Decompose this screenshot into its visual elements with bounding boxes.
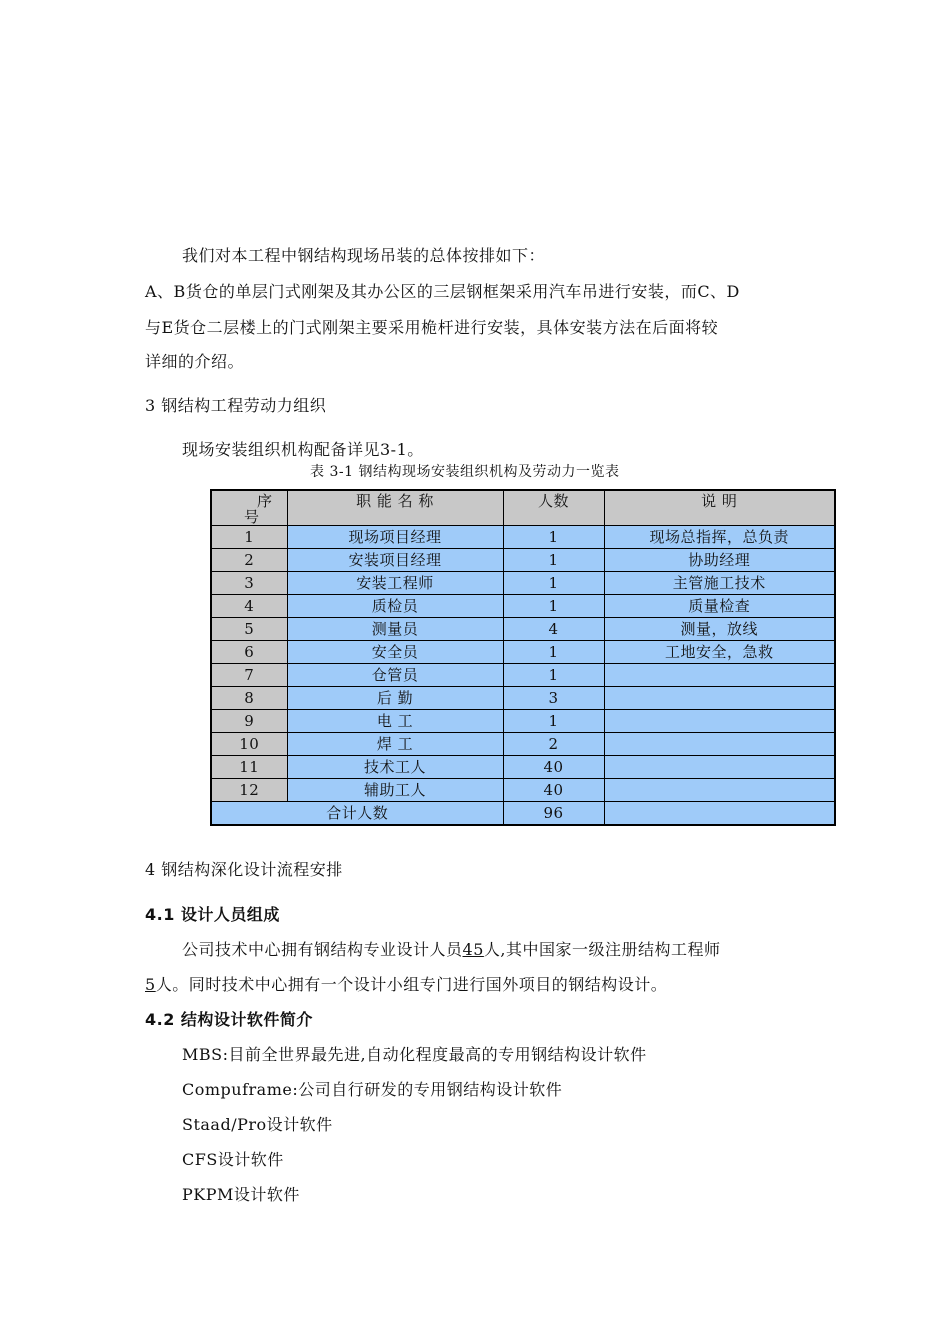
row-seq: 1 (211, 526, 287, 549)
row-seq: 3 (211, 572, 287, 595)
table-row (211, 687, 835, 710)
row-count: 1 (503, 526, 604, 549)
row-role: 焊 工 (287, 733, 503, 756)
table-row (211, 779, 835, 802)
section-3-heading: 3 钢结构工程劳动力组织 (145, 396, 327, 415)
section-4-1-heading: 4.1 设计人员组成 (145, 905, 280, 924)
table-row (211, 526, 835, 549)
software-item: Staad/Pro设计软件 (182, 1115, 333, 1134)
header-seq (211, 490, 287, 526)
table-caption: 表 3-1 钢结构现场安装组织机构及劳动力一览表 (310, 464, 620, 480)
row-role: 技术工人 (287, 756, 503, 779)
software-item: Compuframe:公司自行研发的专用钢结构设计软件 (182, 1080, 563, 1099)
row-count: 1 (503, 710, 604, 733)
row-count: 1 (503, 549, 604, 572)
row-seq: 10 (211, 733, 287, 756)
row-note (604, 664, 835, 687)
section-4-heading: 4 钢结构深化设计流程安排 (145, 860, 343, 879)
section-4-1-paragraph-line-2 (145, 975, 667, 995)
row-note: 质量检查 (604, 595, 835, 618)
row-role: 测量员 (287, 618, 503, 641)
row-note (604, 710, 835, 733)
row-count: 1 (503, 664, 604, 687)
row-count: 40 (503, 779, 604, 802)
row-count: 1 (503, 572, 604, 595)
software-item: PKPM设计软件 (182, 1185, 300, 1204)
row-note (604, 756, 835, 779)
section-4-1-paragraph-line-1 (182, 940, 720, 960)
header-role: 职 能 名 称 (287, 490, 503, 526)
row-seq: 4 (211, 595, 287, 618)
row-role: 现场项目经理 (287, 526, 503, 549)
row-seq: 6 (211, 641, 287, 664)
row-note (604, 733, 835, 756)
table-row (211, 710, 835, 733)
row-seq: 8 (211, 687, 287, 710)
row-note: 主管施工技术 (604, 572, 835, 595)
table-row (211, 549, 835, 572)
row-count: 1 (503, 595, 604, 618)
p1-text-b: 人,其中国家一级注册结构工程师 (483, 940, 721, 959)
row-role: 后 勤 (287, 687, 503, 710)
total-note (604, 802, 835, 826)
section-4-2-heading: 4.2 结构设计软件简介 (145, 1010, 313, 1029)
intro-line-1: 我们对本工程中钢结构现场吊装的总体按排如下： (182, 246, 546, 265)
row-note (604, 687, 835, 710)
row-note: 测量，放线 (604, 618, 835, 641)
table-row (211, 756, 835, 779)
table-row (211, 572, 835, 595)
p1-text-a: 公司技术中心拥有钢结构专业设计人员 (182, 940, 463, 959)
table-total-row (211, 802, 835, 826)
software-item: CFS设计软件 (182, 1150, 284, 1169)
row-note: 工地安全，急救 (604, 641, 835, 664)
table-header-row (211, 490, 835, 526)
row-role: 仓管员 (287, 664, 503, 687)
row-seq: 9 (211, 710, 287, 733)
table-row (211, 664, 835, 687)
designer-count: 45 (462, 940, 484, 959)
staff-table (210, 489, 836, 826)
intro-line-4: 详细的介绍。 (145, 352, 245, 371)
intro-line-2: A、B货仓的单层门式刚架及其办公区的三层钢框架采用汽车吊进行安装，而C、D (145, 282, 740, 301)
total-count: 96 (503, 802, 604, 826)
total-label: 合计人数 (211, 802, 503, 826)
engineer-count: 5 (145, 975, 156, 994)
table-row (211, 595, 835, 618)
row-role: 安全员 (287, 641, 503, 664)
table-row (211, 618, 835, 641)
header-note: 说 明 (604, 490, 835, 526)
row-seq: 7 (211, 664, 287, 687)
row-seq: 11 (211, 756, 287, 779)
row-note (604, 779, 835, 802)
section-3-text: 现场安装组织机构配备详见3-1。 (182, 440, 424, 459)
table-row (211, 641, 835, 664)
row-role: 安装工程师 (287, 572, 503, 595)
row-count: 40 (503, 756, 604, 779)
row-count: 4 (503, 618, 604, 641)
row-role: 辅助工人 (287, 779, 503, 802)
row-count: 2 (503, 733, 604, 756)
row-note: 协助经理 (604, 549, 835, 572)
header-seq-part2: 号 (244, 508, 260, 526)
software-item: MBS:目前全世界最先进,自动化程度最高的专用钢结构设计软件 (182, 1045, 647, 1064)
header-seq-part1: 序 (256, 492, 273, 510)
row-seq: 2 (211, 549, 287, 572)
row-count: 1 (503, 641, 604, 664)
row-count: 3 (503, 687, 604, 710)
row-seq: 5 (211, 618, 287, 641)
row-role: 质检员 (287, 595, 503, 618)
table-row (211, 733, 835, 756)
row-role: 安装项目经理 (287, 549, 503, 572)
header-count: 人数 (503, 490, 604, 526)
intro-line-3: 与E货仓二层楼上的门式刚架主要采用桅杆进行安装，具体安装方法在后面将较 (145, 318, 719, 337)
row-role: 电 工 (287, 710, 503, 733)
p2-text-b: 人。同时技术中心拥有一个设计小组专门进行国外项目的钢结构设计。 (155, 975, 668, 994)
row-seq: 12 (211, 779, 287, 802)
row-note: 现场总指挥，总负责 (604, 526, 835, 549)
